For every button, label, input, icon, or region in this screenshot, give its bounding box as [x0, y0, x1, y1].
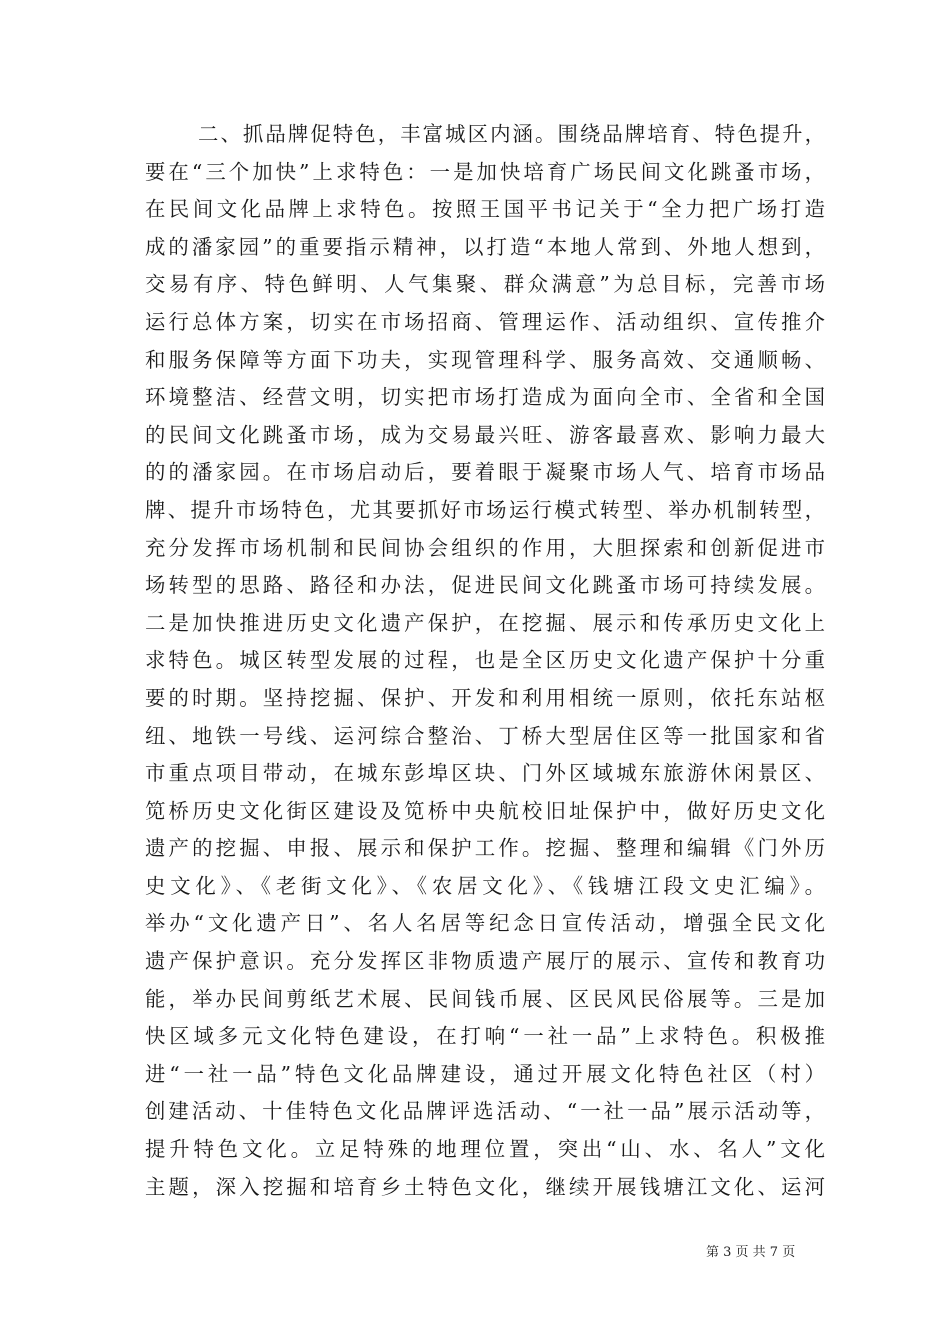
text-line: 的的潘家园。在市场启动后，要着眼于凝聚市场人气、培育市场品: [145, 460, 825, 485]
text-line: 运行总体方案，切实在市场招商、管理运作、活动组织、宣传推介: [145, 309, 825, 334]
text-line: 创建活动、十佳特色文化品牌评选活动、“一社一品”展示活动等，: [145, 1099, 825, 1124]
text-line: 遗产的挖掘、申报、展示和保护工作。挖掘、整理和编辑《门外历: [145, 836, 825, 861]
text-line: 交易有序、特色鲜明、人气集聚、群众满意”为总目标，完善市场: [145, 272, 825, 297]
text-line: 成的潘家园”的重要指示精神，以打造“本地人常到、外地人想到，: [145, 234, 825, 259]
text-line: 在民间文化品牌上求特色。按照王国平书记关于“全力把广场打造: [145, 197, 825, 222]
text-line: 求特色。城区转型发展的过程，也是全区历史文化遗产保护十分重: [145, 648, 825, 673]
text-line: 环境整洁、经营文明，切实把市场打造成为面向全市、全省和全国: [145, 385, 825, 410]
text-line: 要在“三个加快”上求特色：一是加快培育广场民间文化跳蚤市场，: [145, 159, 825, 184]
text-line: 能，举办民间剪纸艺术展、民间钱币展、区民风民俗展等。三是加: [145, 986, 825, 1011]
text-line: 主题，深入挖掘和培育乡土特色文化，继续开展钱塘江文化、运河: [145, 1174, 825, 1199]
text-line: 遗产保护意识。充分发挥区非物质遗产展厅的展示、宣传和教育功: [145, 949, 825, 974]
text-line: 和服务保障等方面下功夫，实现管理科学、服务高效、交通顺畅、: [145, 347, 825, 372]
text-line: 进“一社一品”特色文化品牌建设，通过开展文化特色社区（村）: [145, 1061, 825, 1086]
body-paragraph: [145, 116, 825, 1206]
text-line: 市重点项目带动，在城东彭埠区块、门外区域城东旅游休闲景区、: [145, 761, 825, 786]
text-line: 场转型的思路、路径和办法，促进民间文化跳蚤市场可持续发展。: [145, 573, 825, 598]
text-line: 二、抓品牌促特色，丰富城区内涵。围绕品牌培育、特色提升，: [198, 122, 825, 146]
text-line: 史文化》、《老街文化》、《农居文化》、《钱塘江段文史汇编》。: [145, 873, 825, 898]
text-line: 要的时期。坚持挖掘、保护、开发和利用相统一原则，依托东站枢: [145, 685, 825, 710]
text-line: 笕桥历史文化街区建设及笕桥中央航校旧址保护中，做好历史文化: [145, 798, 825, 823]
text-line: 举办“文化遗产日”、名人名居等纪念日宣传活动，增强全民文化: [145, 911, 825, 936]
text-line: 牌、提升市场特色，尤其要抓好市场运行模式转型、举办机制转型，: [145, 497, 825, 522]
text-line: 二是加快推进历史文化遗产保护，在挖掘、展示和传承历史文化上: [145, 610, 825, 635]
text-line: 纽、地铁一号线、运河综合整治、丁桥大型居住区等一批国家和省: [145, 723, 825, 748]
text-line: 快区域多元文化特色建设，在打响“一社一品”上求特色。积极推: [145, 1024, 825, 1049]
page-number: 第 3 页 共 7 页: [706, 1245, 796, 1260]
text-line: 的民间文化跳蚤市场，成为交易最兴旺、游客最喜欢、影响力最大: [145, 422, 825, 447]
text-line: 充分发挥市场机制和民间协会组织的作用，大胆探索和创新促进市: [145, 535, 825, 560]
text-line: 提升特色文化。立足特殊的地理位置，突出“山、水、名人”文化: [145, 1137, 825, 1162]
